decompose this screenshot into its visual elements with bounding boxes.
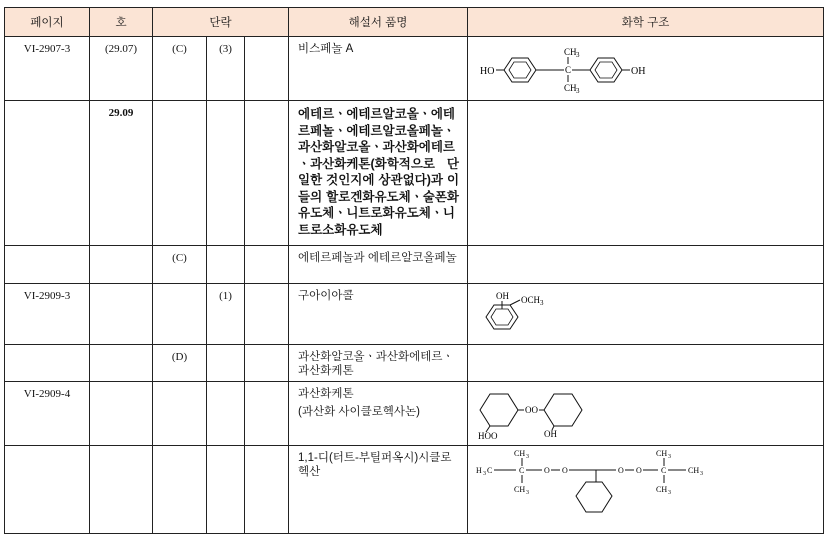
bisphenol-a-structure bbox=[468, 37, 822, 97]
heading-cell: 29.09 bbox=[90, 101, 153, 246]
name-cell: 과산화알코올ㆍ과산화에테르ㆍ과산화케톤 bbox=[289, 345, 468, 382]
central-carbon: C bbox=[565, 65, 572, 75]
sub3-cell bbox=[245, 382, 289, 446]
svg-text:3: 3 bbox=[540, 299, 544, 307]
svg-text:O: O bbox=[544, 466, 550, 475]
sub2-cell: (1) bbox=[207, 284, 245, 345]
svg-text:CH: CH bbox=[514, 449, 526, 458]
header-structure: 화학 구조 bbox=[468, 8, 824, 37]
name-cell: 1,1-디(터트-부틸퍼옥시)시클로헥산 bbox=[289, 446, 468, 534]
sub2-cell: (3) bbox=[207, 37, 245, 101]
name-cell: 구아이아콜 bbox=[289, 284, 468, 345]
svg-text:3: 3 bbox=[668, 490, 672, 496]
sub2-cell bbox=[207, 101, 245, 246]
sub1-cell: (C) bbox=[153, 246, 207, 284]
page-cell bbox=[5, 246, 90, 284]
svg-text:3: 3 bbox=[526, 454, 530, 460]
header-heading: 호 bbox=[90, 8, 153, 37]
structure-cell bbox=[468, 101, 824, 246]
page-cell bbox=[5, 101, 90, 246]
table-row bbox=[5, 246, 824, 284]
methyl-bottom: CH bbox=[564, 83, 577, 93]
svg-text:3: 3 bbox=[483, 471, 487, 477]
table-row bbox=[5, 284, 824, 345]
table-row bbox=[5, 37, 824, 101]
h3c-left: H bbox=[476, 466, 482, 475]
name-cell: 비스페놀 A bbox=[289, 37, 468, 101]
oh-label: OH bbox=[631, 66, 646, 77]
svg-text:CH: CH bbox=[656, 449, 668, 458]
structure-cell bbox=[468, 37, 824, 101]
page-cell: VI-2909-4 bbox=[5, 382, 90, 446]
sub2-cell bbox=[207, 345, 245, 382]
svg-text:CH: CH bbox=[514, 485, 526, 494]
cyclohexanone-peroxide-structure bbox=[468, 382, 822, 442]
cyclohexane-ring-icon bbox=[480, 394, 518, 426]
svg-text:C: C bbox=[487, 466, 493, 475]
sub1-cell: (C) bbox=[153, 37, 207, 101]
heading-cell bbox=[90, 446, 153, 534]
svg-text:3: 3 bbox=[526, 490, 530, 496]
sub2-cell bbox=[207, 382, 245, 446]
header-page: 페이지 bbox=[5, 8, 90, 37]
heading-cell bbox=[90, 382, 153, 446]
sub1-cell bbox=[153, 101, 207, 246]
hydroxy-label: OH bbox=[544, 429, 558, 439]
svg-text:3: 3 bbox=[576, 87, 580, 95]
cyclohexane-ring-icon bbox=[576, 482, 612, 512]
table-row bbox=[5, 382, 824, 446]
heading-cell bbox=[90, 246, 153, 284]
structure-cell bbox=[468, 345, 824, 382]
di-tert-butylperoxy-cyclohexane-structure bbox=[468, 446, 822, 530]
svg-text:O: O bbox=[636, 466, 642, 475]
page-cell: VI-2909-3 bbox=[5, 284, 90, 345]
header-paragraph: 단락 bbox=[153, 8, 289, 37]
sub2-cell bbox=[207, 446, 245, 534]
sub1-cell bbox=[153, 382, 207, 446]
structure-cell bbox=[468, 246, 824, 284]
table-row bbox=[5, 446, 824, 534]
sub3-cell bbox=[245, 446, 289, 534]
svg-text:CH: CH bbox=[688, 466, 700, 475]
methyl-top: CH bbox=[564, 47, 577, 57]
structure-cell bbox=[468, 382, 824, 446]
heading-cell: (29.07) bbox=[90, 37, 153, 101]
name-cell: 에테르페놀과 에테르알코올페놀 bbox=[289, 246, 468, 284]
svg-text:O: O bbox=[562, 466, 568, 475]
cyclohexane-ring-icon bbox=[544, 394, 582, 426]
customs-classification-table bbox=[4, 7, 824, 534]
guaiacol-oh: OH bbox=[496, 291, 510, 301]
page-cell bbox=[5, 345, 90, 382]
sub1-cell bbox=[153, 446, 207, 534]
page-cell bbox=[5, 446, 90, 534]
svg-text:3: 3 bbox=[668, 454, 672, 460]
heading-cell bbox=[90, 345, 153, 382]
table-row bbox=[5, 345, 824, 382]
name-primary: 과산화케톤 bbox=[298, 388, 354, 400]
sub3-cell bbox=[245, 37, 289, 101]
sub1-cell bbox=[153, 284, 207, 345]
structure-cell bbox=[468, 446, 824, 534]
name-cell bbox=[289, 382, 468, 446]
ho-label: HO bbox=[480, 66, 495, 77]
quaternary-carbon: C bbox=[519, 466, 525, 475]
header-row bbox=[5, 8, 824, 37]
svg-text:3: 3 bbox=[576, 51, 580, 59]
peroxide-bridge: OO bbox=[525, 405, 539, 415]
hydroperoxy-label: HOO bbox=[478, 431, 498, 441]
sub3-cell bbox=[245, 246, 289, 284]
sub3-cell bbox=[245, 101, 289, 246]
header-name: 해설서 품명 bbox=[289, 8, 468, 37]
svg-text:O: O bbox=[618, 466, 624, 475]
heading-cell bbox=[90, 284, 153, 345]
sub2-cell bbox=[207, 246, 245, 284]
methoxy-label: OCH bbox=[521, 295, 541, 305]
name-secondary: (과산화 사이클로헥사논) bbox=[298, 406, 420, 418]
guaiacol-structure bbox=[468, 284, 822, 341]
svg-text:C: C bbox=[661, 466, 667, 475]
structure-cell bbox=[468, 284, 824, 345]
svg-text:3: 3 bbox=[700, 471, 704, 477]
table-row bbox=[5, 101, 824, 246]
sub1-cell: (D) bbox=[153, 345, 207, 382]
sub3-cell bbox=[245, 345, 289, 382]
name-cell: 에테르ㆍ에테르알코올ㆍ에테르페놀ㆍ에테르알코올페놀ㆍ과산화알코올ㆍ과산화에테르ㆍ과산화케톤(화학적으로 단일한 것인지에 상관없다)과 이들의 할로겐화유도체ㆍ술폰화유도체ㆍ니트로화유도체ㆍ니트로소화유도체 bbox=[289, 101, 468, 246]
svg-text:CH: CH bbox=[656, 485, 668, 494]
sub3-cell bbox=[245, 284, 289, 345]
page-cell: VI-2907-3 bbox=[5, 37, 90, 101]
